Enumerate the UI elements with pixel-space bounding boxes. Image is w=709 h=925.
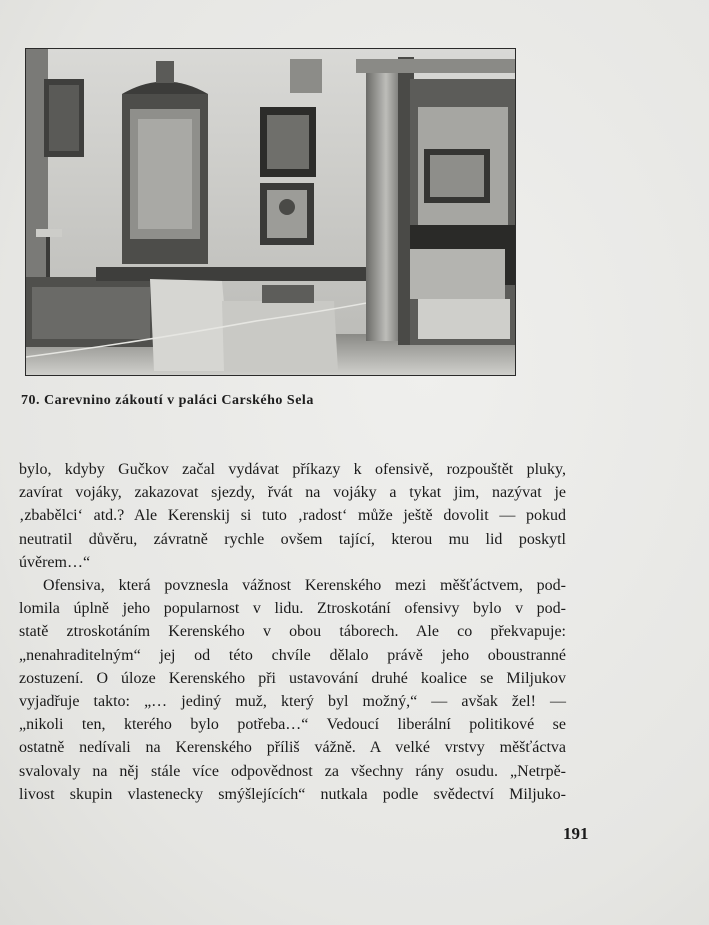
text-line: ostatně nedívali na Kerenského příliš vážně. A velké vrstvy měšťáctva [19,739,566,757]
text-line: ‚zbabělci‘ atd.? Ale Kerenskij si tuto ‚radost‘ může ještě dovolit — pokud [19,507,566,525]
body-text [19,458,566,806]
text-line: lomila úplně jeho popularnost v lidu. Ztroskotání ofensivy bylo v pod- [19,600,566,618]
photograph [25,48,516,376]
text-line: livost skupin vlastenecky smýšlejících“ nutkala podle svědectví Miljuko- [19,785,566,803]
text-line: Ofensiva, která povznesla vážnost Kerenského mezi měšťáctvem, pod- [43,577,566,595]
text-line: bylo, kdyby Gučkov začal vydávat příkazy k ofensivě, rozpouštět pluky, [19,461,566,478]
text-line: úvěrem…“ [19,553,91,571]
text-line: „nikoli ten, kterého bylo potřeba…“ Vedoucí liberální politikové se [19,716,566,734]
text-line: neutratil důvěru, závratně rychle ovšem tající, kterou mu lid poskytl [19,530,566,548]
figure-caption: 70. Carevnino zákoutí v paláci Carského Sela [21,393,314,408]
text-line: zavírat vojáky, zakazovat sjezdy, řvát na vojáky a tykat jim, nazývat je [19,484,566,502]
photo-interior-illustration [26,49,515,375]
page-number: 191 [563,824,589,843]
text-line: „nenahraditelným“ jej od této chvíle dělalo právě jeho oboustranné [19,646,566,664]
text-line: svalovaly na něj stále více odpovědnost za všechny rány osudu. „Netrpě- [19,762,566,780]
text-line: statě ztroskotáním Kerenského v obou táborech. Ale co překvapuje: [19,623,566,641]
text-line: zostuzení. O úloze Kerenského při ustavování druhé koalice se Miljukov [19,669,566,687]
text-line: vyjadřuje takto: „… jediný muž, který byl možný,“ — avšak žel! — [19,693,566,711]
